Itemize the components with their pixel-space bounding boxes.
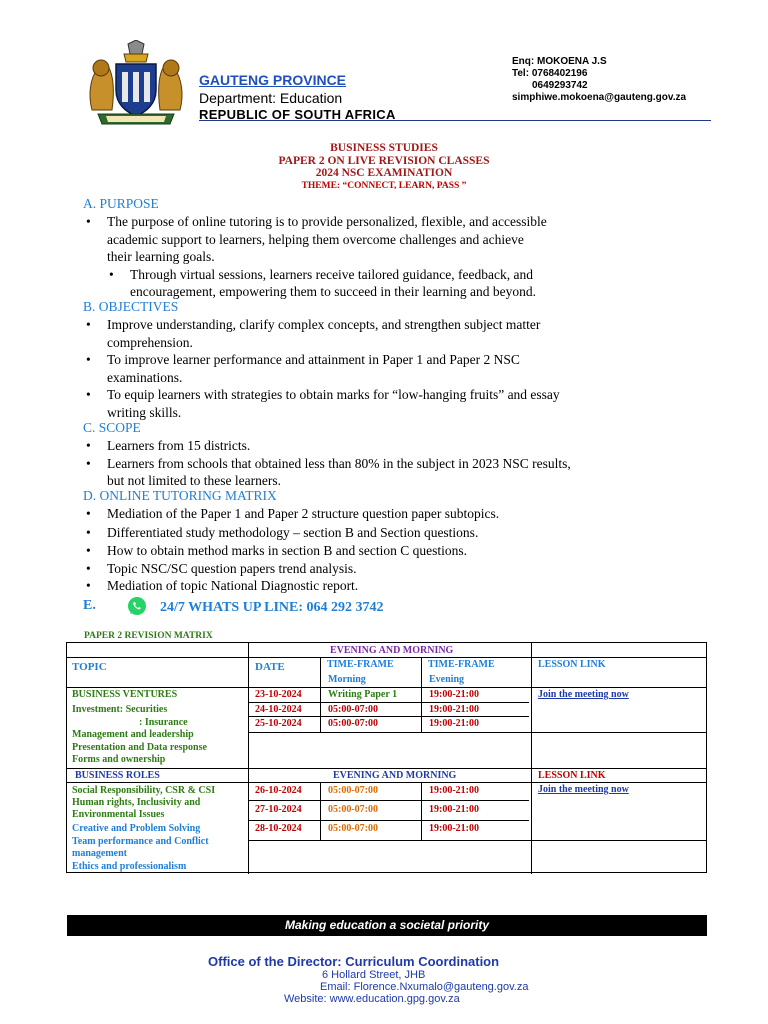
topic-header: TOPIC — [72, 661, 107, 673]
list-item: • Learners from 15 districts. — [83, 437, 683, 455]
telephone-2: 0649293742 — [532, 80, 588, 91]
row-date: 23-10-2024 — [255, 689, 302, 700]
row-evening: 19:00-21:00 — [429, 689, 479, 700]
motto-bar: Making education a societal priority — [67, 915, 707, 936]
country-name: REPUBLIC OF SOUTH AFRICA — [199, 107, 396, 122]
morning-header: Morning — [328, 674, 366, 685]
title-exam: 2024 NSC EXAMINATION — [315, 167, 453, 179]
list-item: • Differentiated study methodology – section B and Section questions. — [83, 524, 683, 542]
list-item: • How to obtain method marks in section B and section C questions. — [83, 542, 683, 560]
department-name: Department: Education — [199, 90, 343, 106]
purpose-list — [83, 213, 683, 301]
row-evening: 19:00-21:00 — [429, 823, 479, 834]
topic-item: Environmental Issues — [72, 809, 165, 820]
title-paper: PAPER 2 ON LIVE REVISION CLASSES — [278, 154, 490, 167]
contact-block — [512, 56, 686, 104]
province-name: GAUTENG PROVINCE — [199, 72, 347, 88]
row-evening: 19:00-21:00 — [429, 718, 479, 729]
row-evening: 19:00-21:00 — [429, 804, 479, 815]
evening-morning-header-2: EVENING AND MORNING — [333, 770, 457, 781]
row-morning: 05:00-07:00 — [328, 718, 378, 729]
row-date: 27-10-2024 — [255, 804, 302, 815]
coat-of-arms-logo — [84, 40, 188, 126]
timeframe-evening-header: TIME-FRAME — [428, 659, 495, 670]
row-morning: Writing Paper 1 — [328, 689, 398, 700]
list-item: • Improve understanding, clarify complex concepts, and strengthen subject matter comprehension. — [83, 316, 683, 351]
section-e-label: E. — [83, 598, 96, 613]
timeframe-morning-header: TIME-FRAME — [327, 659, 394, 670]
row-morning: 05:00-07:00 — [328, 823, 378, 834]
evening-header: Evening — [429, 674, 465, 685]
enquiries: Enq: MOKOENA J.S — [512, 56, 607, 67]
row-date: 28-10-2024 — [255, 823, 302, 834]
list-item: • To equip learners with strategies to obtain marks for “low-hanging fruits” and essay writing skills. — [83, 386, 683, 421]
topic-item: Investment: Securities — [72, 704, 168, 715]
topic-item: Presentation and Data response — [72, 742, 207, 753]
row-date: 26-10-2024 — [255, 785, 302, 796]
document-titles — [0, 142, 768, 192]
objectives-heading: B. OBJECTIVES — [83, 299, 179, 314]
revision-matrix-caption: PAPER 2 REVISION MATRIX — [84, 631, 213, 641]
title-theme: THEME: “CONNECT, LEARN, PASS ” — [301, 180, 467, 191]
row-date: 25-10-2024 — [255, 718, 302, 729]
header-divider — [199, 120, 711, 121]
list-item: • Through virtual sessions, learners receive tailored guidance, feedback, and encouragement, empowering them to succeed in their learning and beyond. — [83, 266, 683, 301]
matrix-heading: D. ONLINE TUTORING MATRIX — [83, 488, 277, 503]
topic-item: Forms and ownership — [72, 754, 166, 765]
row-morning: 05:00-07:00 — [328, 704, 378, 715]
topic-item: : Insurance — [139, 717, 188, 728]
row-evening: 19:00-21:00 — [429, 785, 479, 796]
row-evening: 19:00-21:00 — [429, 704, 479, 715]
scope-list — [83, 437, 683, 490]
telephone: Tel: 0768402196 — [512, 68, 588, 79]
list-item: • The purpose of online tutoring is to provide personalized, flexible, and accessible academic support to learners, helping them overcome challenges and achieve their learning goals. — [83, 213, 683, 266]
whatsapp-line: 24/7 WHATS UP LINE: 064 292 3742 — [160, 600, 384, 615]
office-address: 6 Hollard Street, JHB — [322, 969, 426, 981]
list-item: • To improve learner performance and attainment in Paper 1 and Paper 2 NSC examinations. — [83, 351, 683, 386]
row-morning: 05:00-07:00 — [328, 785, 378, 796]
office-title: Office of the Director: Curriculum Coordination — [208, 954, 500, 969]
list-item: • Mediation of topic National Diagnostic report. — [83, 577, 683, 595]
join-meeting-link[interactable]: Join the meeting now — [538, 689, 629, 700]
title-subject: BUSINESS STUDIES — [330, 142, 438, 154]
contact-email: simphiwe.mokoena@gauteng.gov.za — [512, 92, 687, 103]
website-link[interactable]: www.education.gpg.gov.za — [329, 993, 460, 1005]
row-morning: 05:00-07:00 — [328, 804, 378, 815]
list-item: • Topic NSC/SC question papers trend analysis. — [83, 560, 683, 578]
website-label: Website: — [284, 993, 330, 1005]
list-item: • Mediation of the Paper 1 and Paper 2 structure question paper subtopics. — [83, 505, 683, 523]
office-email: Email: Florence.Nxumalo@gauteng.gov.za — [320, 981, 529, 993]
join-meeting-link-2[interactable]: Join the meeting now — [538, 784, 629, 795]
evening-morning-header: EVENING AND MORNING — [330, 645, 454, 656]
list-item: • Learners from schools that obtained less than 80% in the subject in 2023 NSC results, but not limited to these learners. — [83, 455, 683, 490]
topic-item: management — [72, 848, 127, 859]
revision-matrix-table — [66, 642, 707, 873]
scope-heading: C. SCOPE — [83, 420, 141, 435]
topic-item: Ethics and professionalism — [72, 861, 187, 872]
purpose-heading: A. PURPOSE — [83, 196, 159, 211]
topic-item: Creative and Problem Solving — [72, 823, 201, 834]
block-title-business-roles: BUSINESS ROLES — [75, 770, 160, 781]
topic-item: Social Responsibility, CSR & CSI — [72, 785, 216, 796]
office-website-line — [0, 993, 768, 1005]
row-date: 24-10-2024 — [255, 704, 302, 715]
block-title-business-ventures: BUSINESS VENTURES — [72, 689, 178, 700]
objectives-list — [83, 316, 683, 421]
topic-item: Management and leadership — [72, 729, 194, 740]
whatsapp-icon — [127, 596, 147, 616]
date-header: DATE — [255, 661, 285, 673]
topic-item: Human rights, Inclusivity and — [72, 797, 201, 808]
topic-item: Team performance and Conflict — [72, 836, 209, 847]
lesson-link-header-2: LESSON LINK — [538, 770, 606, 781]
matrix-list — [83, 505, 683, 595]
lesson-link-header: LESSON LINK — [538, 659, 606, 670]
